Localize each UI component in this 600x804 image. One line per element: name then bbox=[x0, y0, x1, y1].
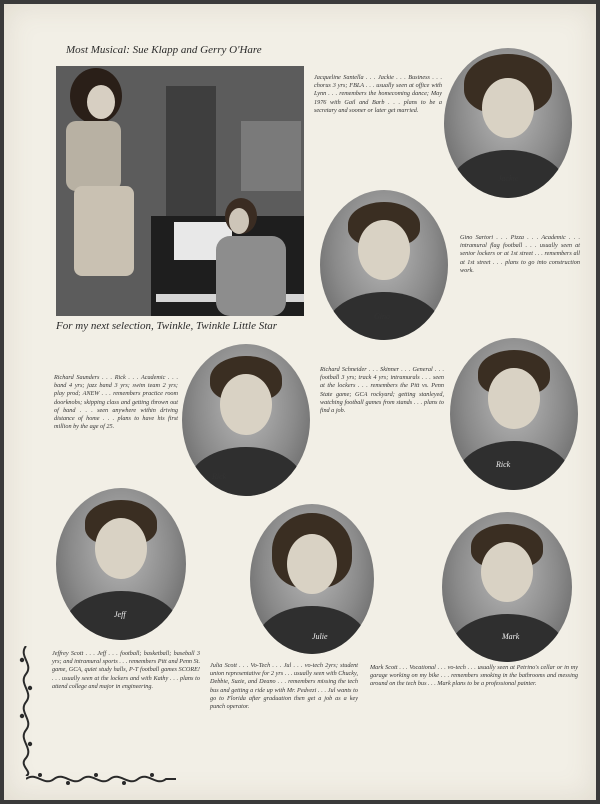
bio-richard-schneider: Richard Schneider . . . Skinner . . . General . . . football 3 yrs; track 4 yrs; intramurals . . . seen at the lockers . . . remembers the Pitt vs. Penn State game; GCA rockyard; getting stanleyed, watching football games from stands . . . plans to find a job. bbox=[320, 366, 444, 415]
bio-julia: Julia Scott . . . Vo-Tech . . . Jul . . . vo-tech 2yrs; student union representative for 2 yrs . . . usually seen with Chucky, Debbie, Suzie, and Deano . . . remembers missing the tech bus and getting a ride up with Mr. Pedvezi . . . Jul wants to go to Florida after graduation then get a job as a key punch operator. bbox=[210, 662, 358, 711]
portrait-jackie bbox=[444, 48, 572, 198]
portrait-gino bbox=[320, 190, 448, 340]
portrait-mark bbox=[442, 512, 572, 662]
bio-jeffrey: Jeffrey Scott . . . Jeff . . . football; basketball; baseball 3 yrs; and intramural sports . . . remembers Pitt and Penn St. game, GCA, quiet study halls, P-T football games SCORE! . . . usually seen at the lockers and with Kathy . . . plans to attend college and major in engineering. bbox=[52, 650, 200, 690]
horizontal-scroll-ornament bbox=[26, 769, 176, 789]
signature-jeff: Jeff bbox=[114, 610, 126, 619]
portrait-jeff bbox=[56, 488, 186, 640]
most-musical-photo bbox=[56, 66, 304, 316]
portrait-rick-schneider bbox=[450, 338, 578, 490]
top-caption: Most Musical: Sue Klapp and Gerry O'Hare bbox=[66, 44, 262, 56]
signature-rick-left: Rick bbox=[212, 472, 227, 481]
signature-julie: Julie bbox=[312, 632, 328, 641]
bio-gino: Gino Sartori . . . Pizza . . . Academic . . . intramural flag football . . . usually seen at senior lockers or at 1st street . . . remembers all at 1st street . . . plans to go into construction work. bbox=[460, 234, 580, 274]
vertical-scroll-ornament bbox=[16, 646, 36, 776]
piano-scene-illustration bbox=[56, 66, 304, 316]
bottom-caption: For my next selection, Twinkle, Twinkle Little Star bbox=[56, 320, 278, 332]
signature-mark: Mark bbox=[502, 632, 520, 641]
signature-gino: Gino bbox=[374, 312, 390, 321]
bio-jacqueline: Jacqueline Santella . . . Jackie . . . Business . . . chorus 3 yrs; FBLA . . . usually seen at office with Lynn . . . remembers the homecoming dance; May 1976 with Gail and Barb . . . plans to be a secretary and sooner or later get married. bbox=[314, 74, 442, 114]
bio-richard-saunders: Richard Saunders . . . Rick . . . Academic . . . band 4 yrs; jazz band 3 yrs; swim team 2 yrs; play prod; ANEW . . . remembers practice room doorknobs; skipping class and getting thrown out of band . . . seen anywhere within driving distance of home . . . plans to have his first million by the age of 25. bbox=[54, 374, 178, 431]
portrait-julie bbox=[250, 504, 374, 654]
signature-rick-right: Rick bbox=[496, 460, 511, 469]
yearbook-page bbox=[4, 4, 596, 800]
portrait-rick-saunders bbox=[182, 344, 310, 496]
bio-mark: Mark Scott . . . Vocational . . . vo-tech . . . usually seen at Petrino's cellar or in my garage working on my bike . . . remembers smoking in the bathrooms and messing around on the tech bus . . . Mark plans to be a professional painter. bbox=[370, 664, 578, 688]
signature-jackie: Jackie bbox=[498, 174, 519, 183]
